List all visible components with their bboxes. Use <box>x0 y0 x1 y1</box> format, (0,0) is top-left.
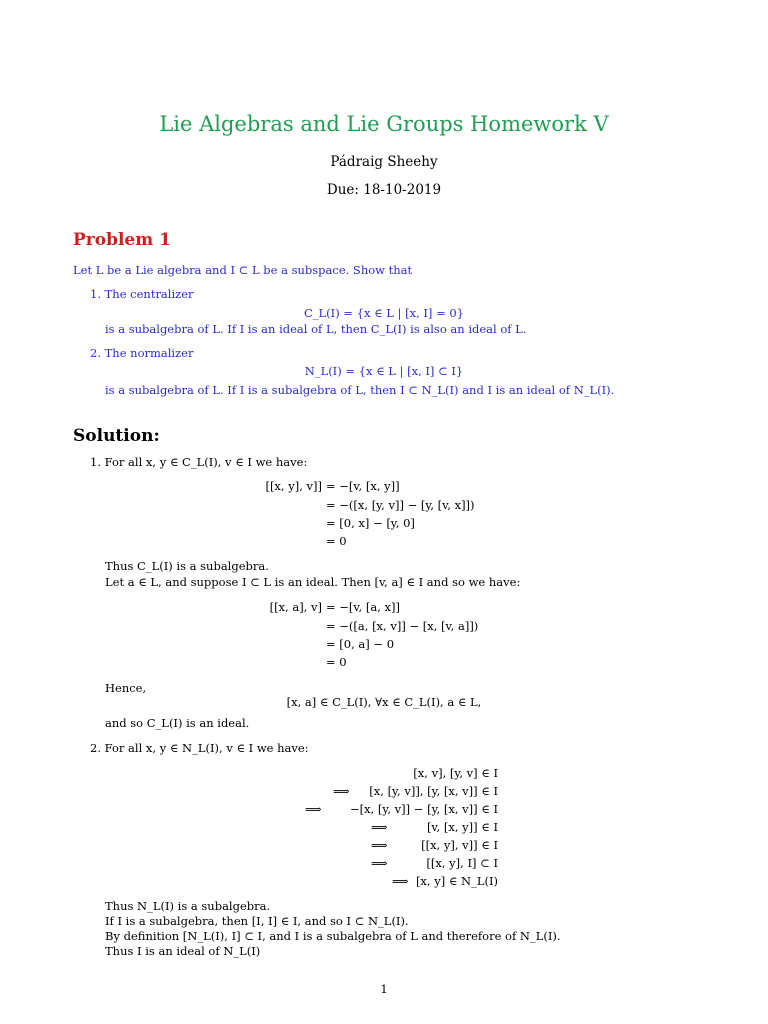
solution-2-line-3: By definition [N_L(I), I] ⊂ I, and I is a subalgebra of L and therefore of N_L(I). <box>105 929 561 943</box>
eq3-line: [x, y] ∈ N_L(I) <box>415 874 498 888</box>
eq1-line: = [0, x] − [y, 0] <box>326 516 415 530</box>
solution-2-line-2: If I is a subalgebra, then [I, I] ∈ I, and so I ⊂ N_L(I). <box>105 914 409 928</box>
solution-2-intro: 2. For all x, y ∈ N_L(I), v ∈ I we have: <box>90 741 309 755</box>
eq3-line: [[x, y], v]] ∈ I <box>421 838 498 852</box>
problem-intro: Let L be a Lie algebra and I ⊂ L be a subspace. Show that <box>73 263 413 277</box>
problem-item1-label: 1. The centralizer <box>90 287 194 301</box>
solution-1-intro: 1. For all x, y ∈ C_L(I), v ∈ I we have: <box>90 455 308 469</box>
eq1-line: = 0 <box>326 534 347 548</box>
eq3-implies: ⟹ <box>371 838 388 852</box>
solution-1-hence-equation: [x, a] ∈ C_L(I), ∀x ∈ C_L(I), a ∈ L, <box>286 695 482 709</box>
document-title: Lie Algebras and Lie Groups Homework V <box>159 112 609 136</box>
due-date: Due: 18-10-2019 <box>326 182 442 198</box>
problem-item2-label: 2. The normalizer <box>90 346 194 360</box>
solution-heading: Solution: <box>73 426 160 446</box>
solution-1-ideal-setup: Let a ∈ L, and suppose I ⊂ L is an ideal. Then [v, a] ∈ I and so we have: <box>105 575 521 589</box>
eq3-implies: ⟹ <box>371 820 388 834</box>
solution-2-line-1: Thus N_L(I) is a subalgebra. <box>105 899 271 913</box>
solution-1-subalgebra: Thus C_L(I) is a subalgebra. <box>105 559 269 573</box>
page-number: 1 <box>380 982 388 996</box>
eq3-implies: ⟹ <box>392 874 409 888</box>
eq3-line: [x, v], [y, v] ∈ I <box>413 766 498 780</box>
problem-item1-equation: C_L(I) = {x ∈ L | [x, I] = 0} <box>304 306 464 320</box>
eq2-line: = −[v, [a, x]] <box>326 600 400 614</box>
author-name: Pádraig Sheehy <box>330 154 438 170</box>
eq2-line: = 0 <box>326 655 347 669</box>
eq1-line: = −[v, [x, y]] <box>326 479 400 493</box>
eq2-line: = −([a, [x, v]] − [x, [v, a]]) <box>326 619 479 633</box>
solution-1-hence: Hence, <box>105 681 147 695</box>
eq3-line: [v, [x, y]] ∈ I <box>426 820 498 834</box>
problem-item2-text: is a subalgebra of L. If I is a subalgebra of L, then I ⊂ N_L(I) and I is an ideal of N_L(I). <box>105 383 615 397</box>
eq3-implies: ⟹ <box>333 784 350 798</box>
eq3-implies: ⟹ <box>305 802 322 816</box>
eq3-implies: ⟹ <box>371 856 388 870</box>
eq1-line: = −([x, [y, v]] − [y, [v, x]]) <box>326 498 475 512</box>
solution-2-line-4: Thus I is an ideal of N_L(I) <box>105 944 261 958</box>
problem-heading: Problem 1 <box>73 230 171 250</box>
eq1-lhs: [[x, y], v]] <box>265 479 322 493</box>
solution-1-conclusion: and so C_L(I) is an ideal. <box>105 716 250 730</box>
eq3-line: [[x, y], I] ⊂ I <box>426 856 498 870</box>
eq3-line: [x, [y, v]], [y, [x, v]] ∈ I <box>369 784 498 798</box>
eq2-line: = [0, a] − 0 <box>326 637 395 651</box>
eq2-lhs: [[x, a], v] <box>269 600 322 614</box>
eq3-line: −[x, [y, v]] − [y, [x, v]] ∈ I <box>350 802 498 816</box>
problem-item1-text: is a subalgebra of L. If I is an ideal of L, then C_L(I) is also an ideal of L. <box>105 322 527 336</box>
problem-item2-equation: N_L(I) = {x ∈ L | [x, I] ⊂ I} <box>304 364 464 378</box>
